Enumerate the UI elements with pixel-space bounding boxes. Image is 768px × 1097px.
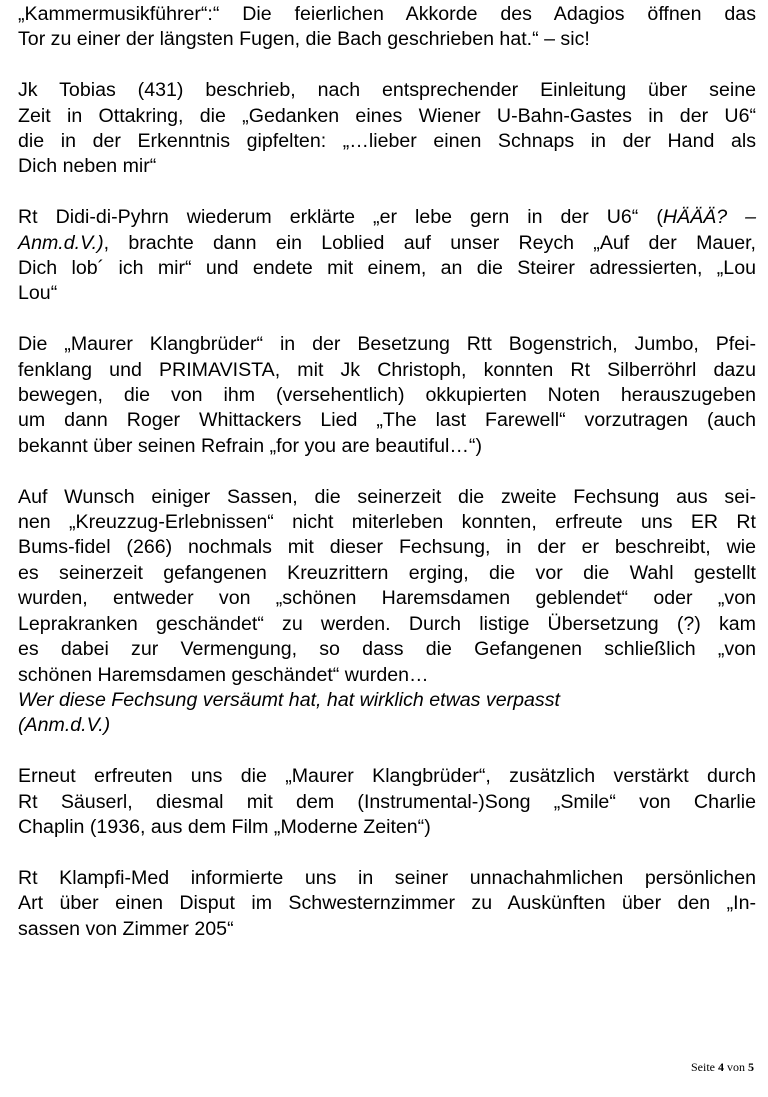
text-line: Rt Klampfi-Med informierte uns in seiner unnachahmlichen persönlichen (18, 866, 756, 889)
page-number-footer (691, 1060, 754, 1074)
text-line: schönen Haremsdamen geschändet“ wurden… (18, 663, 429, 686)
text-line: nen „Kreuzzug-Erlebnissen“ nicht miterleben konnten, erfreute uns ER Rt (18, 511, 756, 534)
paragraph-kreuzzug (18, 485, 756, 739)
paragraph-klampfi-med (18, 866, 756, 942)
paragraph-didi-di-pyhrn (18, 205, 756, 307)
paragraph-smile (18, 764, 756, 840)
text-line: Zeit in Ottakring, die „Gedanken eines Wiener U-Bahn-Gastes in der U6“ (18, 104, 756, 127)
text-line: Leprakranken geschändet“ zu werden. Durch listige Übersetzung (?) kam (18, 612, 756, 635)
text-line (18, 205, 756, 230)
text-line: die in der Erkenntnis gipfelten: „…lieber einen Schnaps in der Hand als (18, 130, 756, 153)
text-line: um dann Roger Whittackers Lied „The last Farewell“ vorzutragen (auch (18, 409, 756, 432)
paragraph-maurer-klangbrueder (18, 332, 756, 459)
italic-note: (Anm.d.V.) (18, 714, 111, 737)
text-line: fenklang und PRIMAVISTA, mit Jk Christoph, konnten Rt Silberröhrl dazu (18, 358, 756, 381)
text-run: Rt Didi-di-Pyhrn wiederum erklärte „er lebe gern in der U6“ ( (18, 206, 663, 229)
footer-middle: von (724, 1060, 748, 1074)
text-line: es dabei zur Vermengung, so dass die Gefangenen schließlich „von (18, 638, 756, 661)
text-line: Erneut erfreuten uns die „Maurer Klangbrüder“, zusätzlich verstärkt durch (18, 765, 756, 788)
current-page-number: 4 (718, 1060, 724, 1074)
text-line: Auf Wunsch einiger Sassen, die seinerzeit die zweite Fechsung aus sei- (18, 485, 756, 508)
text-line: es seinerzeit gefangenen Kreuzrittern erging, die vor die Wahl gestellt (18, 561, 756, 584)
text-line: Bums-fidel (266) nochmals mit dieser Fechsung, in der er beschreibt, wie (18, 536, 756, 559)
document-page (18, 2, 756, 967)
text-line: Lou“ (18, 282, 58, 305)
text-line: Dich neben mir“ (18, 155, 157, 178)
text-line (18, 231, 756, 256)
italic-note: Wer diese Fechsung versäumt hat, hat wirklich etwas verpasst (18, 688, 560, 711)
text-line: bekannt über seinen Refrain „for you are beautiful…“) (18, 434, 482, 457)
text-line: sassen von Zimmer 205“ (18, 917, 234, 940)
text-line: Chaplin (1936, aus dem Film „Moderne Zeiten“) (18, 815, 431, 838)
paragraph-jk-tobias (18, 78, 756, 180)
italic-note: HÄÄÄ? – (662, 206, 756, 229)
footer-prefix: Seite (691, 1060, 718, 1074)
italic-note: Anm.d.V.) (18, 231, 104, 254)
text-line: wurden, entweder von „schönen Haremsdamen geblendet“ oder „von (18, 587, 756, 610)
text-line: „Kammermusikführer“:“ Die feierlichen Akkorde des Adagios öffnen das (18, 3, 756, 25)
total-page-number: 5 (748, 1060, 754, 1074)
text-line: bewegen, die von ihm (versehentlich) okkupierten Noten herauszugeben (18, 384, 756, 407)
text-run: , brachte dann ein Loblied auf unser Reych „Auf der Mauer, (103, 231, 756, 254)
text-line: Tor zu einer der längsten Fugen, die Bach geschrieben hat.“ – sic! (18, 28, 590, 51)
text-line: Die „Maurer Klangbrüder“ in der Besetzung Rtt Bogenstrich, Jumbo, Pfei- (18, 333, 756, 356)
text-line: Dich lob´ ich mir“ und endete mit einem, an die Steirer adressierten, „Lou (18, 257, 756, 280)
text-line: Jk Tobias (431) beschrieb, nach entsprechender Einleitung über seine (18, 79, 756, 102)
text-line: Rt Säuserl, diesmal mit dem (Instrumental-)Song „Smile“ von Charlie (18, 790, 756, 813)
paragraph-kammermusikfuehrer (18, 2, 756, 53)
text-line: Art über einen Disput im Schwesternzimmer zu Auskünften über den „In- (18, 892, 756, 915)
